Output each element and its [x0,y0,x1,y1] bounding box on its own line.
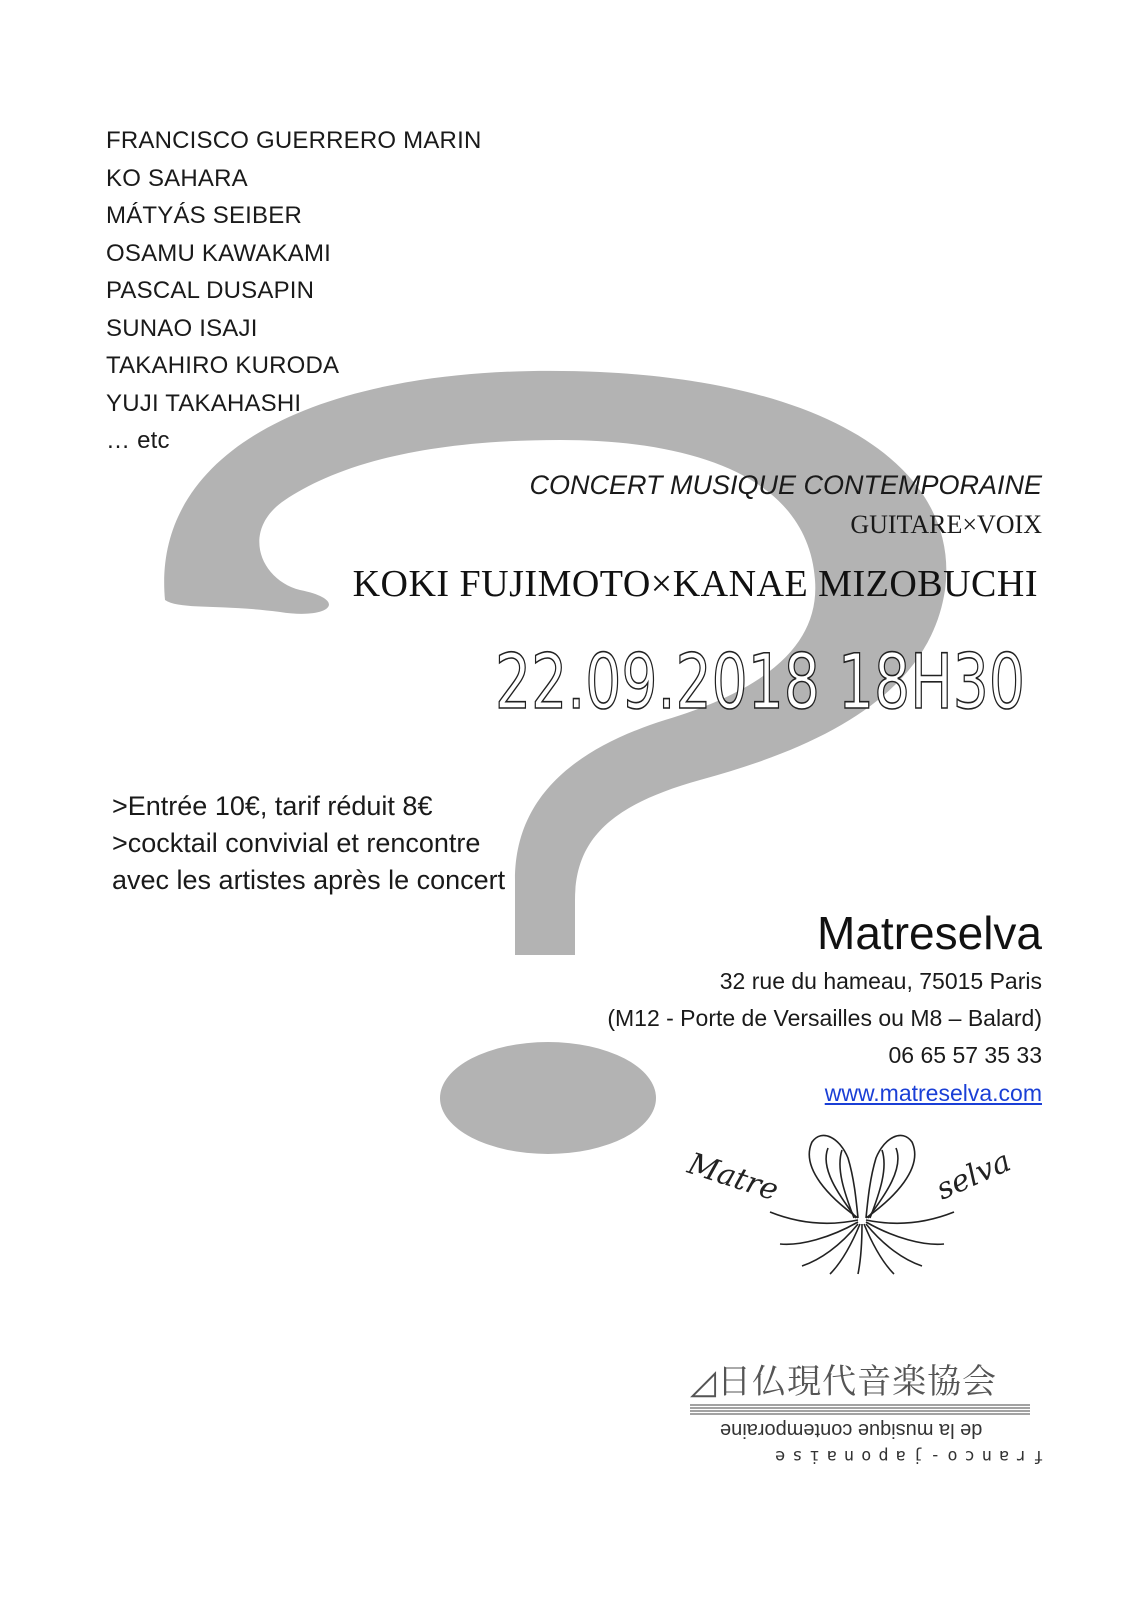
composer-etc: … etc [106,427,170,454]
association-subtitle-2: franco-japonaise [768,1446,1044,1466]
matreselva-logo [680,1128,1040,1278]
composer-name: YUJI TAKAHASHI [106,389,302,417]
composer-name: PASCAL DUSAPIN [106,277,315,304]
composer-name: SUNAO ISAJI [106,314,258,342]
association-title: ◿日仏現代音楽協会 [690,1363,998,1401]
association-subtitle-1: de la musique contemporaine [720,1419,983,1441]
concert-datetime-text: 22.09.2018 18H30 [495,637,1025,726]
logo-text-right: selva [931,1143,1017,1208]
composer-name: TAKAHIRO KURODA [106,352,340,379]
composer-name: MÁTYÁS SEIBER [106,202,302,229]
performers-title: KOKI FUJIMOTO×KANAE MIZOBUCHI [352,563,1038,605]
event-info [112,788,505,899]
concert-formation: GUITARE×VOIX [850,510,1042,539]
price-line: >Entrée 10€, tarif réduit 8€ [112,791,433,821]
staff-lines [690,1404,1030,1416]
concert-type: CONCERT MUSIQUE CONTEMPORAINE [529,470,1042,500]
composer-list [106,122,482,460]
venue-address: 32 rue du hameau, 75015 Paris [719,968,1042,994]
venue-name: Matreselva [817,907,1042,959]
association-logo [690,1354,1044,1474]
composer-name: OSAMU KAWAKAMI [106,239,332,267]
venue-phone: 06 65 57 35 33 [888,1042,1042,1068]
composer-name: KO SAHARA [106,164,248,192]
composer-name: FRANCISCO GUERRERO MARIN [106,127,482,154]
venue-transit: (M12 - Porte de Versailles ou M8 – Balard) [607,1005,1042,1031]
concert-datetime [480,630,1040,730]
cocktail-line-2: avec les artistes après le concert [112,865,506,895]
logo-text-left: Matre [683,1146,783,1209]
cocktail-line: >cocktail convivial et rencontre [112,828,481,858]
venue-website-link[interactable]: www.matreselva.com [824,1080,1042,1106]
